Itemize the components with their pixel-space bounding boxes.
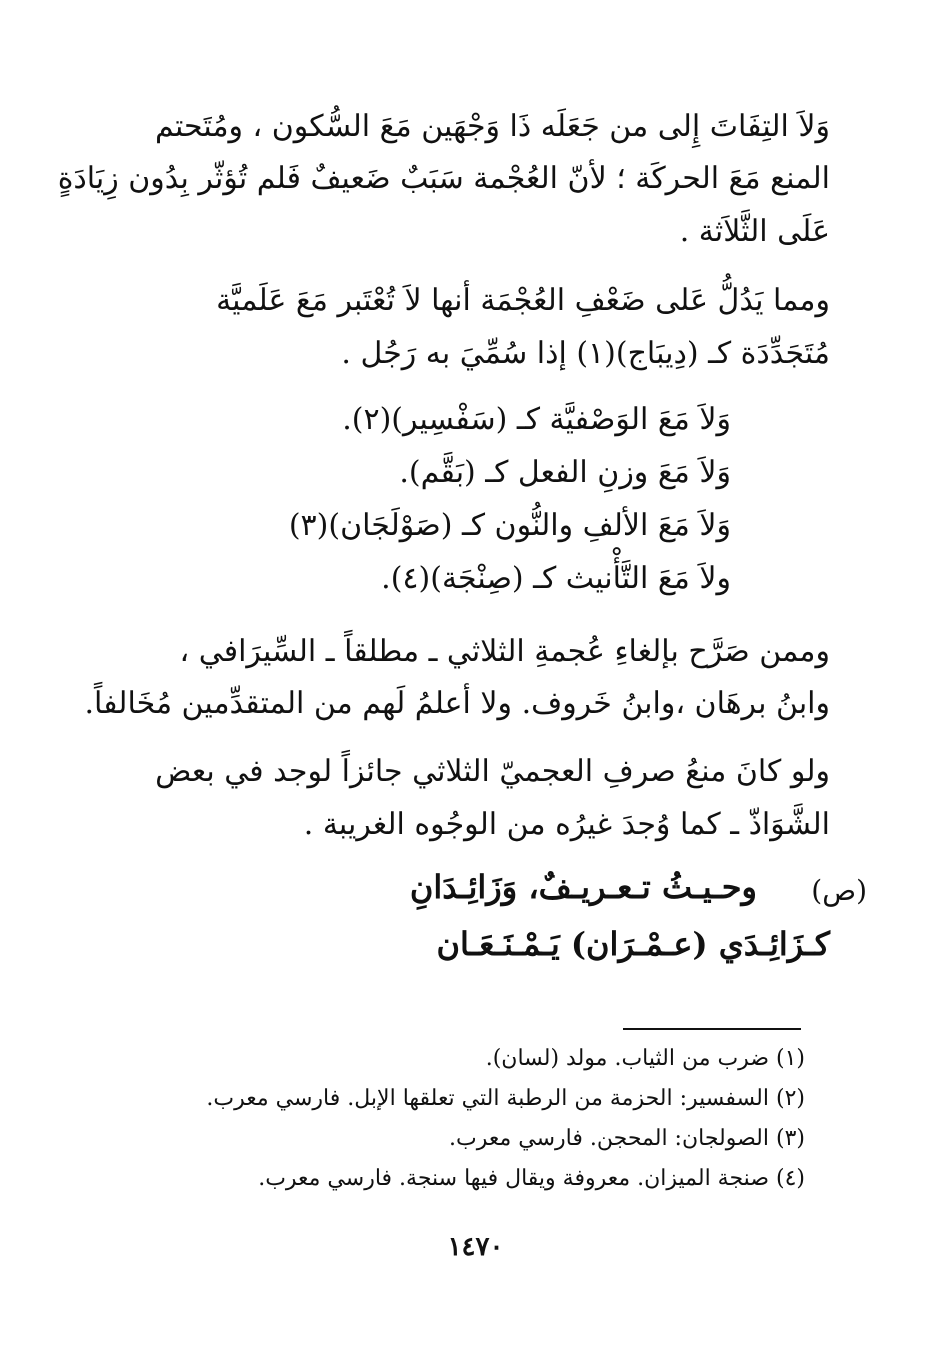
list-item: ولاَ مَعَ التَّأْنيث كـ (صِنْجَة)(٤). [381, 561, 731, 596]
text-line: وَلاَ التِفَاتَ إِلى من جَعَلَه ذَا وَجْهَين مَعَ السُّكون ، ومُتَحتم [155, 109, 830, 144]
text-line: وممن صَرَّح بإلغاءِ عُجمةِ الثلاثي ـ مطلقاً ـ السِّيرَافي ، [179, 634, 830, 669]
verse-text: وحـيـثُ تـعـريـفٌ، وَزَائِـدَانِ [409, 868, 757, 906]
footnote: (٣) الصولجان: المحجن. فارسي معرب. [449, 1126, 805, 1151]
text-line: المنع مَعَ الحركَة ؛ لأنّ العُجْمة سَبَبٌ ضَعيفٌ فَلم تُؤثّر بِدُون زِيَادَةٍ [57, 161, 830, 196]
text-line: ومما يَدُلُّ عَلى ضَعْفِ العُجْمَة أنها لاَ تُعْتَبر مَعَ عَلَميَّة [216, 283, 830, 318]
verse-line-1 [147, 868, 867, 918]
footnote: (٤) صنجة الميزان. معروفة ويقال فيها سنجة. فارسي معرب. [258, 1166, 805, 1191]
verse-line-2 [150, 925, 830, 975]
list-item: وَلاَ مَعَ الوَصْفيَّة كـ (سَفْسِير)(٢). [342, 402, 731, 437]
footnote: (١) ضرب من الثياب. مولد (لسان). [485, 1046, 805, 1071]
text-line: ولو كانَ منعُ صرفِ العجميّ الثلاثي جائزاً لوجد في بعض [155, 754, 830, 789]
verse-text: كـزَائِـدَي (عـمْـرَان) يَـمْـنَـعَـان [436, 925, 830, 963]
footnote-separator [623, 1028, 801, 1030]
text-line: الشَّوَاذّ ـ كما وُجدَ غيرُه من الوجُوه الغريبة . [303, 807, 830, 842]
page-number: ١٤٧٠ [447, 1232, 504, 1262]
footnote: (٢) السفسير: الحزمة من الرطبة التي تعلقها الإبل. فارسي معرب. [206, 1086, 805, 1111]
verse-tag: (ص) [811, 874, 867, 907]
list-item: وَلاَ مَعَ وزنِ الفعل كـ (بَقَّم). [399, 455, 731, 490]
text-line: وابنُ برهَان ،وابنُ خَروف. ولا أعلمُ لَهم من المتقدِّمين مُخَالفاً. [84, 686, 830, 721]
text-line: مُتَجَدِّدَة كـ (دِيبَاج)(١) إذا سُمِّيَ به رَجُل . [341, 336, 830, 371]
text-line: عَلَى الثَّلاَثة . [679, 214, 830, 249]
list-item: وَلاَ مَعَ الألفِ والنُّون كـ (صَوْلَجَان)(٣) [288, 508, 731, 543]
